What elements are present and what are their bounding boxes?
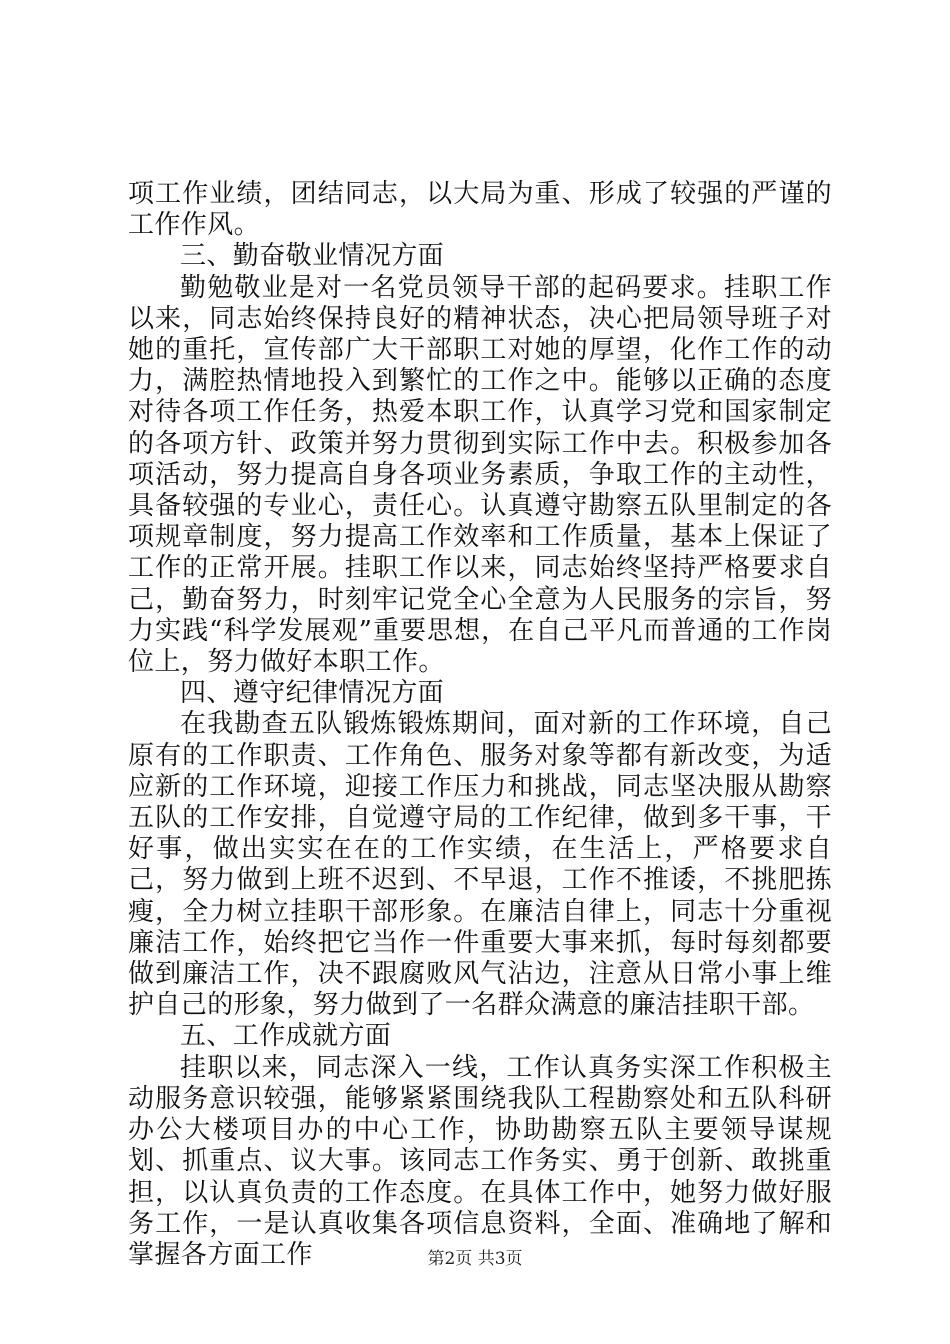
paragraph-discipline: 在我勘查五队锻炼锻炼期间，面对新的工作环境，自己原有的工作职责、工作角色、服务对象等都有新改变，为适应新的工作环境，迎接工作压力和挑战，同志坚决服从勘察五队的工作安排，自觉遵守局的工作纪律，做到多干事，干好事，做出实实在在的工作实绩，在生活上，严格要求自己，努力做到上班不迟到、不早退，工作不推诿，不挑肥拣瘦，全力树立挂职干部形象。在廉洁自律上，同志十分重视廉洁工作，始终把它当作一件重要大事来抓，每时每刻都要做到廉洁工作，决不跟腐败风气沾边，注意从日常小事上维护自己的形象，努力做到了一名群众满意的廉洁挂职干部。 xyxy=(128,709,832,1021)
section-heading-5: 五、工作成就方面 xyxy=(180,1021,392,1052)
section-heading-4: 四、遵守纪律情况方面 xyxy=(180,678,445,709)
paragraph-continuation: 项工作业绩，团结同志，以大局为重、形成了较强的严谨的工作作风。 xyxy=(128,179,832,241)
page-footer: 第2页 共3页 xyxy=(427,1249,523,1269)
document-body xyxy=(128,179,832,1271)
paragraph-diligence: 勤勉敬业是对一名党员领导干部的起码要求。挂职工作以来，同志始终保持良好的精神状态，决心把局领导班子对她的重托，宣传部广大干部职工对她的厚望，化作工作的动力，满腔热情地投入到繁忙的工作之中。能够以正确的态度对待各项工作任务，热爱本职工作，认真学习党和国家制定的各项方针、政策并努力贯彻到实际工作中去。积极参加各项活动，努力提高自身各项业务素质，争取工作的主动性，具备较强的专业心，责任心。认真遵守勘察五队里制定的各项规章制度，努力提高工作效率和工作质量，基本上保证了工作的正常开展。挂职工作以来，同志始终坚持严格要求自己，勤奋努力，时刻牢记党全心全意为人民服务的宗旨，努力实践“科学发展观”重要思想，在自己平凡而普通的工作岗位上，努力做好本职工作。 xyxy=(128,272,832,678)
paragraph-achievements: 挂职以来，同志深入一线，工作认真务实深工作积极主动服务意识较强，能够紧紧围绕我队工程勘察处和五队科研办公大楼项目办的中心工作，协助勘察五队主要领导谋规划、抓重点、议大事。该同志工作务实、勇于创新、敢挑重担，以认真负责的工作态度。在具体工作中，她努力做好服务工作，一是认真收集各项信息资料，全面、准确地了解和掌握各方面工作 xyxy=(128,1052,832,1270)
section-heading-3: 三、勤奋敬业情况方面 xyxy=(180,241,445,272)
